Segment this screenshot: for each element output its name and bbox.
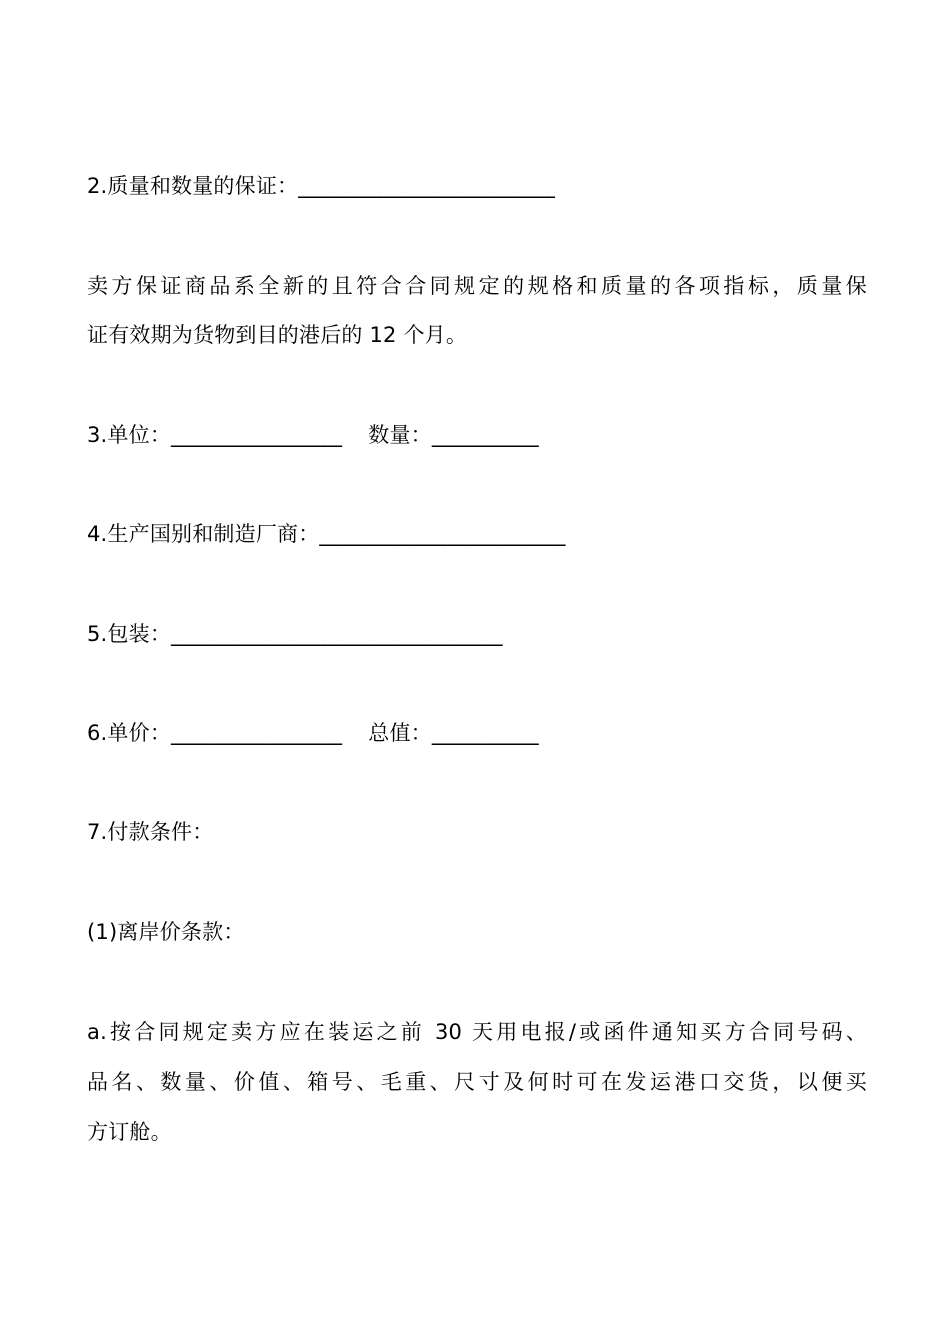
- origin-manufacturer-field: 4.生产国别和制造厂商：_______________________: [87, 522, 566, 546]
- clause-a-line-1: a.按合同规定卖方应在装运之前 30 天用电报/或函件通知买方合同号码、: [87, 1020, 867, 1044]
- quality-guarantee-paragraph-line-2: 证有效期为货物到目的港后的 12 个月。: [87, 323, 468, 347]
- quantity-field-label: 数量：__________: [368, 423, 539, 447]
- quality-guarantee-heading: 2.质量和数量的保证：________________________: [87, 174, 556, 198]
- unit-field-label: 3.单位：________________: [87, 423, 343, 447]
- payment-terms-heading: 7.付款条件：: [87, 820, 214, 844]
- packing-field: 5.包装：_______________________________: [87, 622, 503, 646]
- total-value-field-label: 总值：__________: [368, 721, 539, 745]
- unit-price-field-label: 6.单价：________________: [87, 721, 343, 745]
- price-total-row: [87, 721, 867, 745]
- fob-clause-heading: (1)离岸价条款：: [87, 920, 245, 944]
- clause-a-line-3: 方订舱。: [87, 1120, 172, 1144]
- unit-quantity-row: [87, 423, 867, 447]
- clause-a-line-2: 品名、数量、价值、箱号、毛重、尺寸及何时可在发运港口交货，以便买: [87, 1070, 867, 1094]
- quality-guarantee-paragraph-line-1: 卖方保证商品系全新的且符合合同规定的规格和质量的各项指标，质量保: [87, 274, 867, 298]
